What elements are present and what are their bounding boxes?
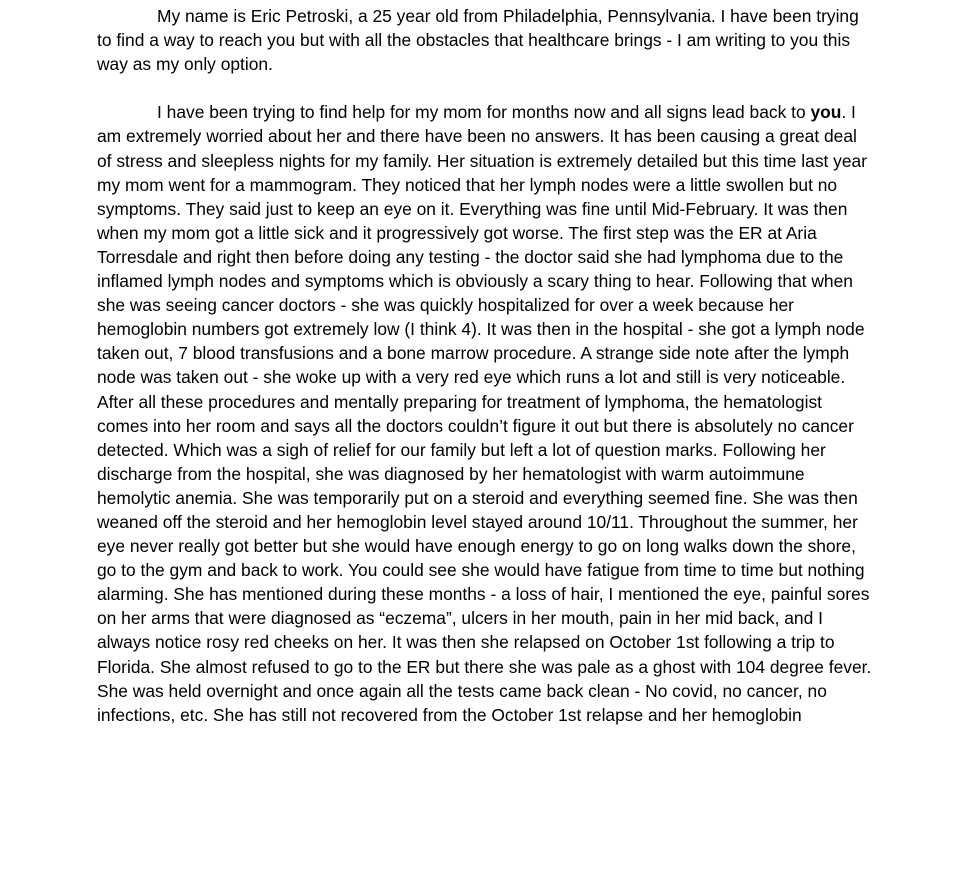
paragraph-introduction-text: My name is Eric Petroski, a 25 year old from Philadelphia, Pennsylvania. I have been trying to find a way to reach you but with all the obstacles that healthcare brings - I am writing to you this way as my only option. — [97, 6, 859, 75]
paragraph-medical-history-rest: . I am extremely worried about her and there have been no answers. It has been causing a great deal of stress and sleepless nights for my family. Her situation is extremely detailed but this time last year my mom went for a mammogram. They noticed that her lymph nodes were a little swollen but no symptoms. They said just to keep an eye on it. Everything was fine until Mid-February. It was then when my mom got a little sick and it progressively got worse. The first step was the ER at Aria Torresdale and right then before doing any testing - the doctor said she had lymphoma due to the inflamed lymph nodes and symptoms which is obviously a scary thing to hear. Following that when she was seeing cancer doctors - she was quickly hospitalized for over a week because her hemoglobin numbers got extremely low (I think 4). It was then in the hospital - she got a lymph node taken out, 7 blood transfusions and a bone marrow procedure. A strange side note after the lymph node was taken out - she woke up with a very red eye which runs a lot and still is very noticeable. After all these procedures and mentally preparing for treatment of lymphoma, the hematologist comes into her room and says all the doctors couldn’t figure it out but there is absolutely no cancer detected. Which was a sigh of relief for our family but left a lot of question marks. Following her discharge from the hospital, she was diagnosed by her hematologist with warm autoimmune hemolytic anemia. She was temporarily put on a steroid and everything seemed fine. She was then weaned off the steroid and her hemoglobin level stayed around 10/11. Throughout the summer, her eye never really got better but she would have enough energy to go on long walks down the shore, go to the gym and back to work. You could see she would have fatigue from time to time but nothing alarming. She has mentioned during these months - a loss of hair, I mentioned the eye, painful sores on her arms that were diagnosed as “eczema”, ulcers in her mouth, pain in her mid back, and I always notice rosy red cheeks on her. It was then she relapsed on October 1st following a trip to Florida. She almost refused to go to the ER but there she was pale as a ghost with 104 degree fever. She was held overnight and once again all the tests came back clean - No covid, no cancer, no infections, etc. She has still not recovered from the October 1st relapse and her hemoglobin — [97, 102, 872, 725]
paragraph-medical-history-intro: I have been trying to find help for my mom for months now and all signs lead back to — [157, 102, 806, 123]
emphasis-you: you — [810, 102, 842, 123]
paragraph-medical-history — [97, 100, 872, 726]
document-body — [97, 4, 872, 751]
paragraph-introduction — [97, 4, 872, 76]
